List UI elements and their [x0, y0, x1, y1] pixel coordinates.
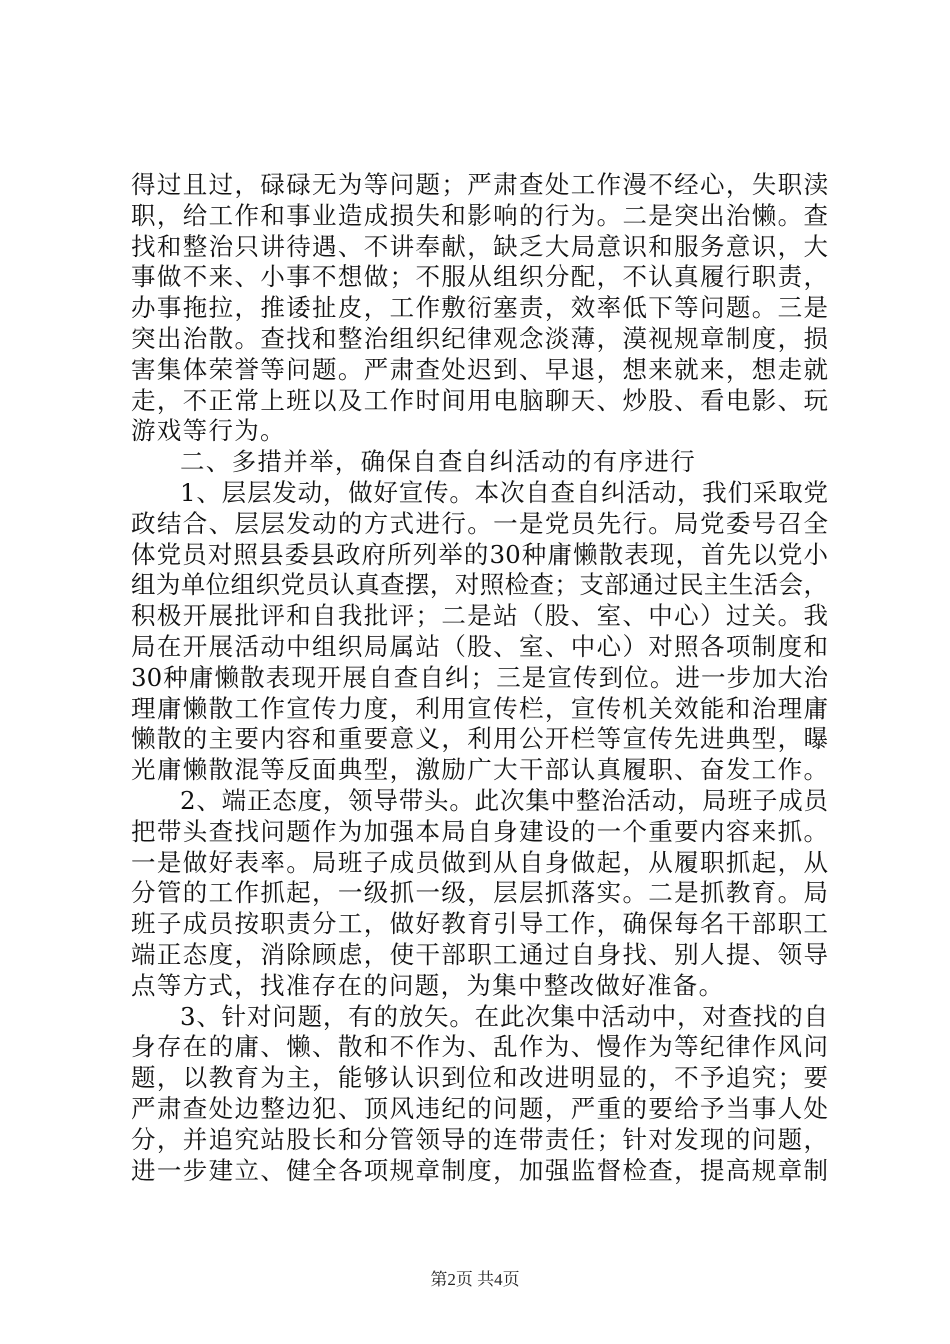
text-line: 得过且过，碌碌无为等问题；严肃查处工作漫不经心，失职渎 [131, 170, 828, 199]
paragraph-4 [131, 786, 828, 1002]
text-line: 把带头查找问题作为加强本局自身建设的一个重要内容来抓。 [131, 816, 828, 846]
text-line: 2、端正态度，领导带头。此次集中整治活动，局班子成员 [180, 785, 828, 815]
text-line: 端正态度，消除顾虑，使干部职工通过自身找、别人提、领导 [131, 939, 828, 969]
section-heading-text: 二、多措并举，确保自查自纠活动的有序进行 [180, 447, 696, 477]
text-line: 分，并追究站股长和分管领导的连带责任；针对发现的问题， [131, 1124, 828, 1154]
text-line: 理庸懒散工作宣传力度，利用宣传栏，宣传机关效能和治理庸 [131, 693, 828, 723]
paragraph-3 [131, 478, 828, 786]
text-line: 事做不来、小事不想做；不服从组织分配，不认真履行职责， [131, 262, 828, 292]
page-footer: 第2页 共4页 [430, 1270, 520, 1289]
text-line: 3、针对问题，有的放矢。在此次集中活动中，对查找的自 [180, 1001, 828, 1031]
paragraph-5 [131, 1002, 828, 1187]
text-line: 点等方式，找准存在的问题，为集中整改做好准备。 [131, 970, 725, 1000]
text-line: 突出治散。查找和整治组织纪律观念淡薄，漠视规章制度，损 [131, 323, 828, 353]
text-line: 进一步建立、健全各项规章制度，加强监督检查，提高规章制 [131, 1155, 828, 1185]
text-line: 局在开展活动中组织局属站（股、室、中心）对照各项制度和 [131, 631, 828, 661]
text-line: 找和整治只讲待遇、不讲奉献，缺乏大局意识和服务意识，大 [131, 231, 828, 261]
text-line: 害集体荣誉等问题。严肃查处迟到、早退，想来就来，想走就 [131, 354, 828, 384]
text-line: 班子成员按职责分工，做好教育引导工作，确保每名干部职工 [131, 909, 828, 939]
text-line: 严肃查处边整边犯、顶风违纪的问题，严重的要给予当事人处 [131, 1093, 828, 1123]
paragraph-1 [131, 170, 828, 447]
text-line: 办事拖拉，推诿扯皮，工作敷衍塞责，效率低下等问题。三是 [131, 293, 828, 323]
text-line: 1、层层发动，做好宣传。本次自查自纠活动，我们采取党 [180, 477, 828, 507]
text-line: 体党员对照县委县政府所列举的30种庸懒散表现，首先以党小 [131, 539, 828, 569]
document-body [131, 170, 828, 1186]
text-line: 30种庸懒散表现开展自查自纠；三是宣传到位。进一步加大治 [131, 662, 828, 692]
text-line: 组为单位组织党员认真查摆，对照检查；支部通过民主生活会， [131, 570, 828, 600]
text-line: 积极开展批评和自我批评；二是站（股、室、中心）过关。我 [131, 601, 828, 631]
section-heading [131, 447, 828, 478]
text-line: 光庸懒散混等反面典型，激励广大干部认真履职、奋发工作。 [131, 755, 828, 785]
text-line: 懒散的主要内容和重要意义，利用公开栏等宣传先进典型，曝 [131, 724, 828, 754]
text-line: 游戏等行为。 [131, 416, 286, 446]
text-line: 走，不正常上班以及工作时间用电脑聊天、炒股、看电影、玩 [131, 385, 828, 415]
text-line: 分管的工作抓起，一级抓一级，层层抓落实。二是抓教育。局 [131, 878, 828, 908]
text-line: 一是做好表率。局班子成员做到从自身做起，从履职抓起，从 [131, 847, 828, 877]
text-line: 身存在的庸、懒、散和不作为、乱作为、慢作为等纪律作风问 [131, 1032, 828, 1062]
text-line: 题，以教育为主，能够认识到位和改进明显的，不予追究；要 [131, 1063, 828, 1093]
text-line: 职，给工作和事业造成损失和影响的行为。二是突出治懒。查 [131, 200, 828, 230]
text-line: 政结合、层层发动的方式进行。一是党员先行。局党委号召全 [131, 508, 828, 538]
